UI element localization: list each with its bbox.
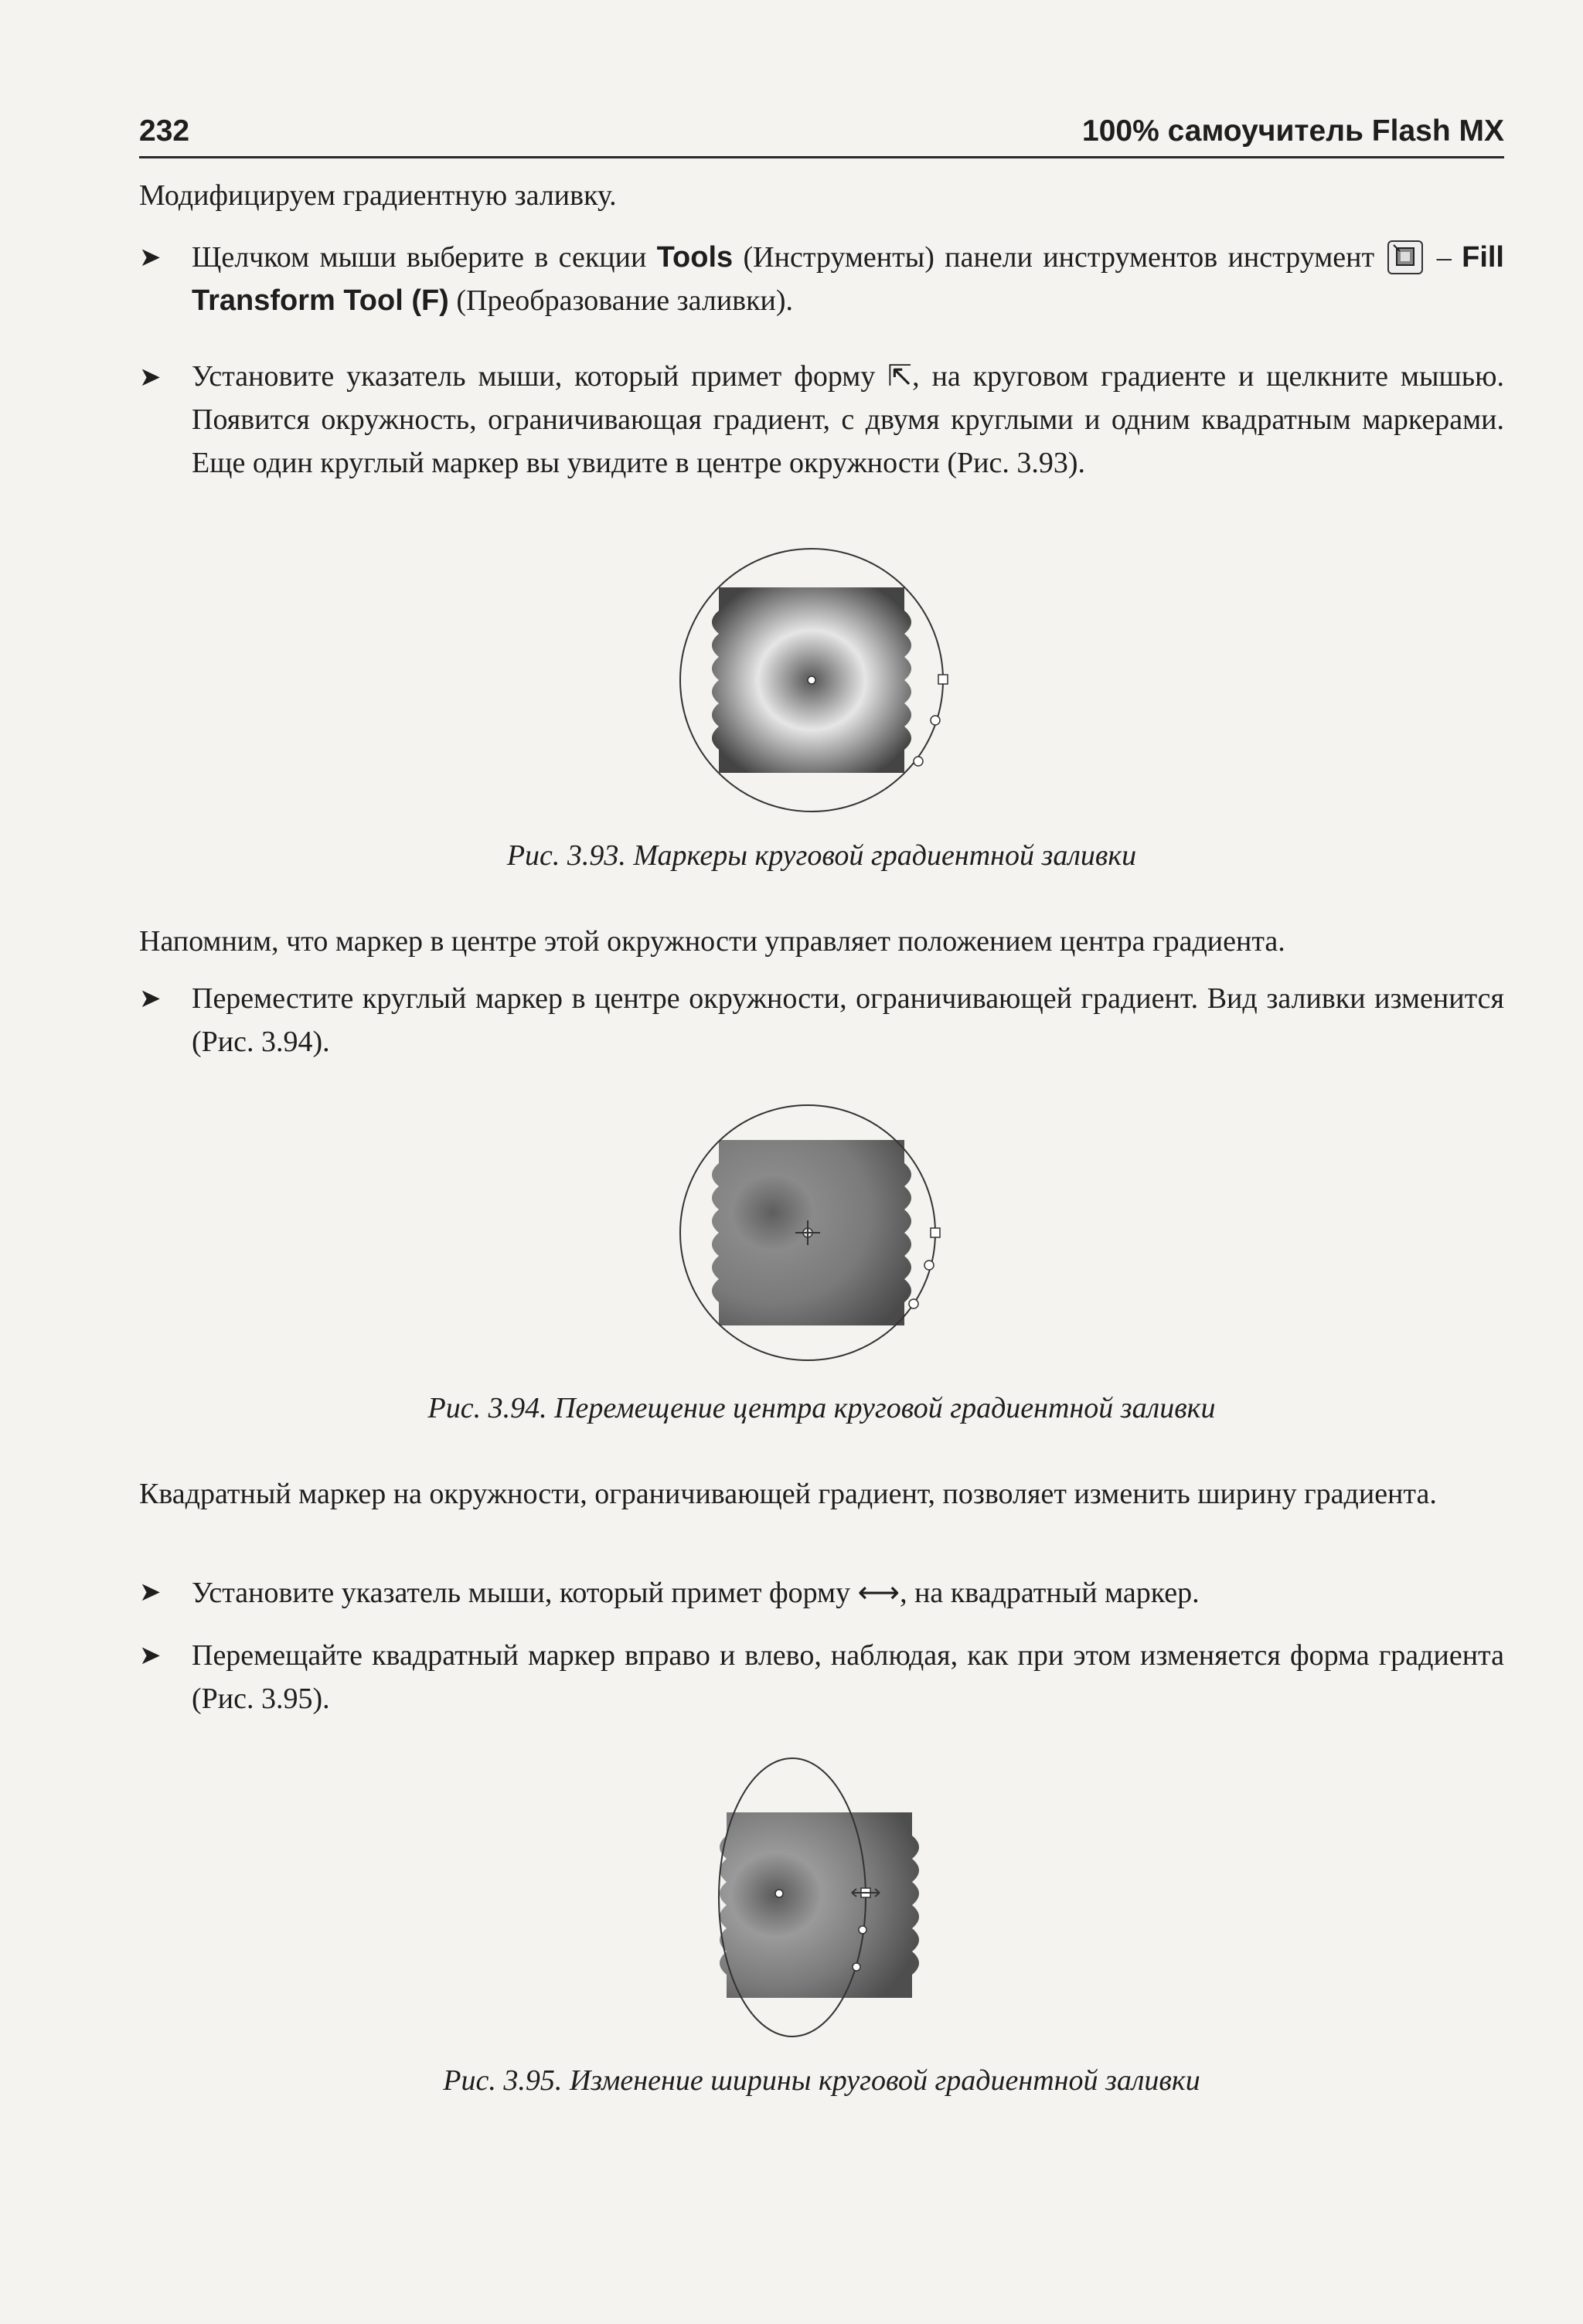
cursor-pointer-icon: ⇱ <box>887 359 913 393</box>
bullet-marker: ➤ <box>139 362 162 393</box>
fill-transform-tool-icon <box>1387 240 1423 274</box>
fill-transform-tool-label: Fill Transform Tool (F) <box>192 241 1504 317</box>
tools-label: Tools <box>656 241 734 274</box>
rotation-round-marker[interactable] <box>909 1299 918 1308</box>
center-marker[interactable] <box>808 676 815 684</box>
horizontal-resize-icon: ⟷ <box>857 1575 900 1609</box>
size-round-marker[interactable] <box>931 716 940 725</box>
caption-3-94: Рис. 3.94. Перемещение центра круговой градиентной заливки <box>427 1392 1216 1424</box>
step-5: Перемещайте квадратный маркер вправо и влево, наблюдая, как при этом изменяется форма градиента (Рис. 3.95). <box>192 1639 1504 1715</box>
center-marker[interactable] <box>775 1890 783 1897</box>
figure-3-95 <box>680 1751 943 2044</box>
paragraph-center-marker: Напомним, что маркер в центре этой окружности управляет положением центра градиента. <box>139 925 1285 958</box>
bullet-marker: ➤ <box>139 983 162 1014</box>
figure-3-93 <box>672 541 951 819</box>
step-2: Установите указатель мыши, который примет форму ⇱, на круговом градиенте и щелкните мышью. Появится окружность, ограничивающая градиент, с двумя круглыми и одним квадратным маркерами. Еще один круглый маркер вы увидите в центре окружности (Рис. 3.93). <box>192 359 1504 479</box>
bullet-marker: ➤ <box>139 242 162 273</box>
caption-3-95: Рис. 3.95. Изменение ширины круговой градиентной заливки <box>443 2064 1200 2097</box>
bullet-marker: ➤ <box>139 1577 162 1608</box>
size-round-marker[interactable] <box>859 1926 866 1934</box>
step-1: Щелчком мыши выберите в секции Tools (Инструменты) панели инструментов инструмент – Fill Transform Tool (F) (Преобразование заливки). <box>192 241 1504 317</box>
step-3: Переместите круглый маркер в центре окружности, ограничивающей градиент. Вид заливки изменится (Рис. 3.94). <box>192 982 1504 1058</box>
size-round-marker[interactable] <box>924 1261 934 1270</box>
paragraph-square-marker: Квадратный маркер на окружности, ограничивающей градиент, позволяет изменить ширину градиента. <box>139 1478 1437 1510</box>
bullet-marker: ➤ <box>139 1640 162 1671</box>
step-4: Установите указатель мыши, который примет форму ⟷, на квадратный маркер. <box>192 1575 1200 1609</box>
book-title: 100% самоучитель Flash MX <box>1082 114 1504 148</box>
page-header <box>139 108 1504 158</box>
width-square-marker[interactable] <box>931 1228 940 1237</box>
width-square-marker[interactable] <box>938 675 948 684</box>
figure-3-94 <box>672 1094 951 1372</box>
intro-paragraph: Модифицируем градиентную заливку. <box>139 179 617 212</box>
page-number: 232 <box>139 114 190 148</box>
rotation-round-marker[interactable] <box>914 757 923 766</box>
caption-3-93: Рис. 3.93. Маркеры круговой градиентной заливки <box>506 839 1137 872</box>
horizontal-resize-cursor-icon <box>852 1888 880 1897</box>
rotation-round-marker[interactable] <box>853 1963 860 1971</box>
gradient-shape <box>711 1805 928 2006</box>
